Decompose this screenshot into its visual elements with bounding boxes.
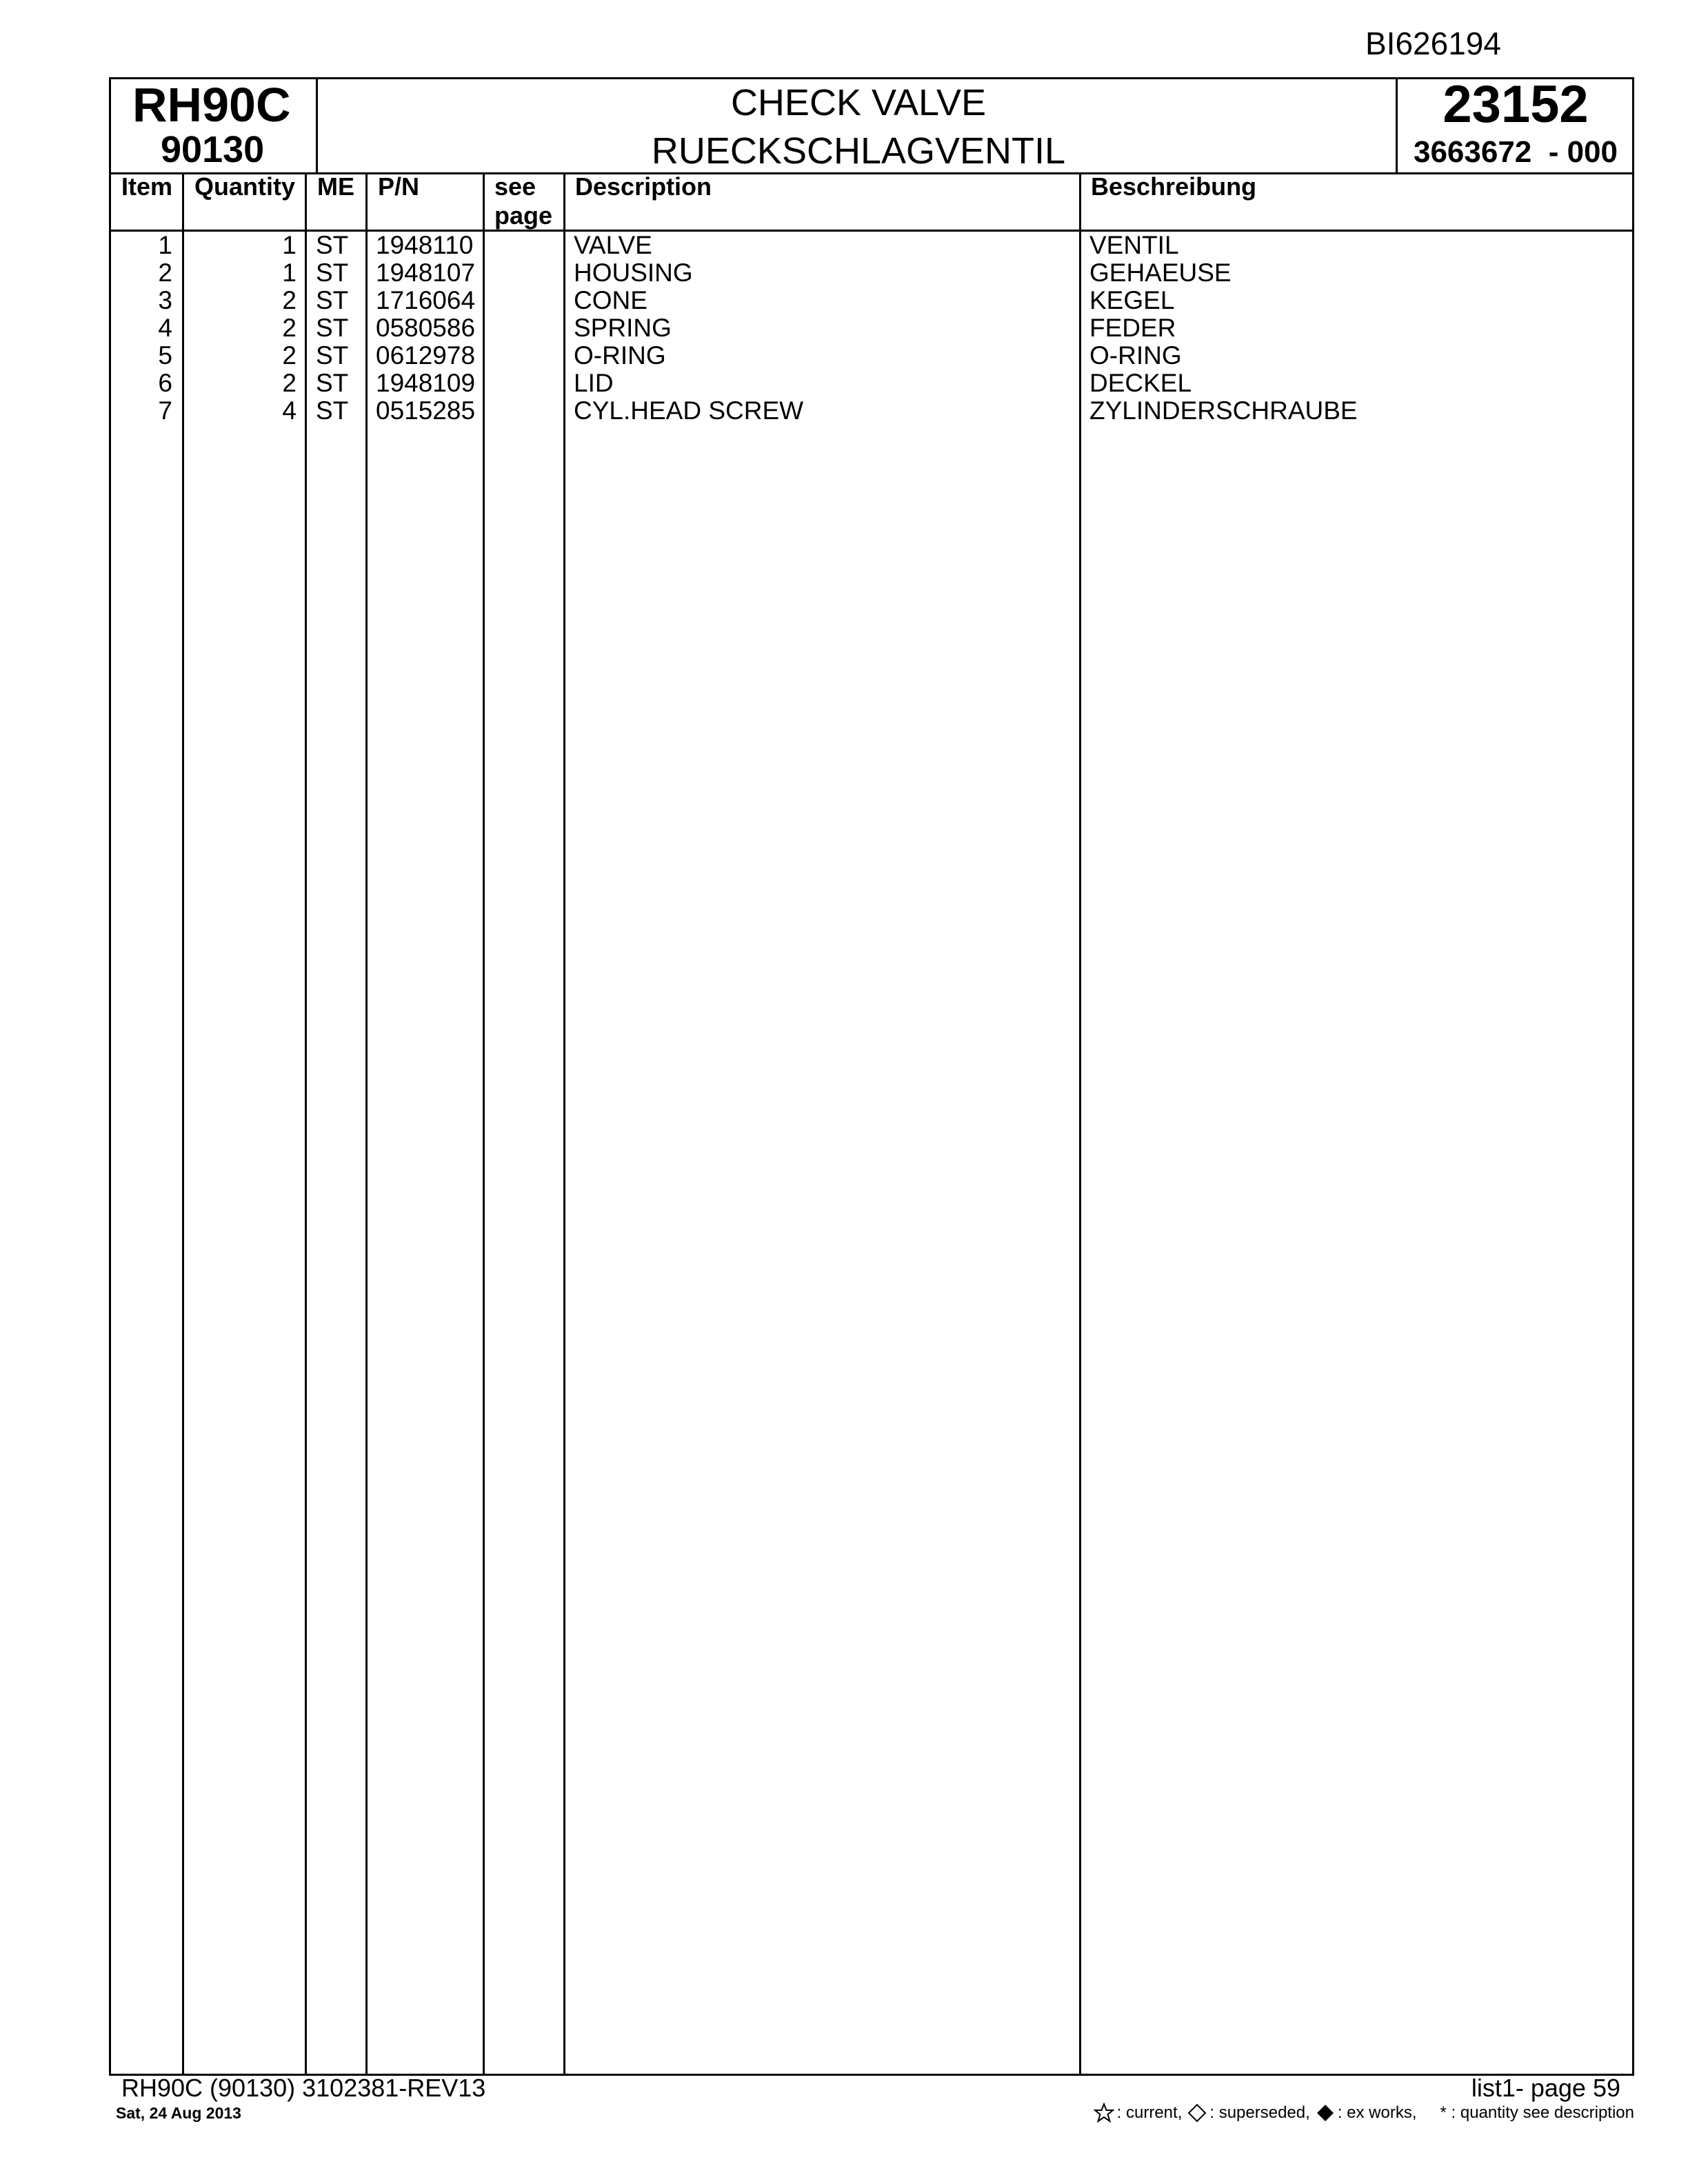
cell-me: ST xyxy=(316,259,349,287)
col-header-pn: P/N xyxy=(378,172,420,201)
diamond-outline-icon xyxy=(1187,2103,1207,2123)
cell-description: LID xyxy=(574,369,614,397)
cell-item: 5 xyxy=(158,341,172,370)
col-header-description: Description xyxy=(575,172,712,201)
cell-pn: 1716064 xyxy=(376,286,476,314)
cell-me: ST xyxy=(316,231,349,259)
col-divider-item xyxy=(182,172,184,2076)
cell-item: 7 xyxy=(158,396,172,425)
group-number: 23152 xyxy=(1443,75,1589,134)
cell-quantity: 2 xyxy=(282,286,297,314)
footer-page-number: list1- page 59 xyxy=(1471,2074,1620,2102)
cell-pn: 1948107 xyxy=(376,259,476,287)
cell-beschreibung: FEDER xyxy=(1089,314,1176,342)
cell-quantity: 2 xyxy=(282,314,297,342)
cell-description: O-RING xyxy=(574,341,666,370)
col-header-beschreibung: Beschreibung xyxy=(1091,172,1257,201)
cell-quantity: 4 xyxy=(282,396,297,425)
col-divider-me xyxy=(365,172,368,2076)
cell-beschreibung: VENTIL xyxy=(1089,231,1179,259)
model-name: RH90C xyxy=(132,78,291,132)
cell-me: ST xyxy=(316,286,349,314)
col-divider-pn xyxy=(483,172,485,2076)
cell-quantity: 2 xyxy=(282,341,297,370)
cell-item: 6 xyxy=(158,369,172,397)
assembly-part-number: 3663672 - 000 xyxy=(1413,135,1618,169)
col-header-item: Item xyxy=(121,172,173,201)
cell-quantity: 1 xyxy=(282,259,297,287)
document-id: BI626194 xyxy=(1365,26,1501,61)
col-divider-description xyxy=(1079,172,1081,2076)
cell-beschreibung: GEHAEUSE xyxy=(1089,259,1232,287)
cell-item: 1 xyxy=(158,231,172,259)
cell-quantity: 1 xyxy=(282,231,297,259)
title-german: RUECKSCHLAGVENTIL xyxy=(651,130,1066,172)
cell-description: VALVE xyxy=(574,231,652,259)
cell-pn: 1948109 xyxy=(376,369,476,397)
cell-beschreibung: DECKEL xyxy=(1089,369,1192,397)
col-divider-quantity xyxy=(305,172,307,2076)
cell-beschreibung: O-RING xyxy=(1089,341,1182,370)
title-english: CHECK VALVE xyxy=(730,82,987,123)
cell-me: ST xyxy=(316,396,349,425)
col-header-me: ME xyxy=(317,172,354,201)
legend-superseded: : superseded, xyxy=(1209,2103,1310,2122)
cell-description: HOUSING xyxy=(574,259,693,287)
cell-me: ST xyxy=(316,369,349,397)
cell-quantity: 2 xyxy=(282,369,297,397)
diamond-filled-icon xyxy=(1316,2103,1335,2123)
cell-pn: 0580586 xyxy=(376,314,476,342)
legend xyxy=(1094,2103,1634,2123)
cell-description: CONE xyxy=(574,286,647,314)
col-header-see: see xyxy=(494,172,536,201)
cell-description: SPRING xyxy=(574,314,672,342)
cell-item: 3 xyxy=(158,286,172,314)
footer-date: Sat, 24 Aug 2013 xyxy=(116,2104,241,2122)
cell-pn: 0612978 xyxy=(376,341,476,370)
legend-current: : current, xyxy=(1116,2103,1183,2122)
footer-doc-ref: RH90C (90130) 3102381-REV13 xyxy=(121,2074,486,2102)
cell-beschreibung: ZYLINDERSCHRAUBE xyxy=(1089,396,1358,425)
cell-pn: 0515285 xyxy=(376,396,476,425)
legend-ex-works: : ex works, xyxy=(1337,2103,1417,2122)
col-header-page: page xyxy=(494,201,553,230)
cell-item: 2 xyxy=(158,259,172,287)
cell-beschreibung: KEGEL xyxy=(1089,286,1175,314)
star-outline-icon xyxy=(1094,2103,1114,2123)
cell-me: ST xyxy=(316,341,349,370)
cell-pn: 1948110 xyxy=(376,231,474,259)
legend-quantity: * : quantity see description xyxy=(1440,2103,1634,2122)
model-number: 90130 xyxy=(161,129,265,170)
col-header-quantity: Quantity xyxy=(194,172,296,201)
cell-description: CYL.HEAD SCREW xyxy=(574,396,804,425)
cell-me: ST xyxy=(316,314,349,342)
cell-item: 4 xyxy=(158,314,172,342)
col-divider-see-page xyxy=(563,172,565,2076)
